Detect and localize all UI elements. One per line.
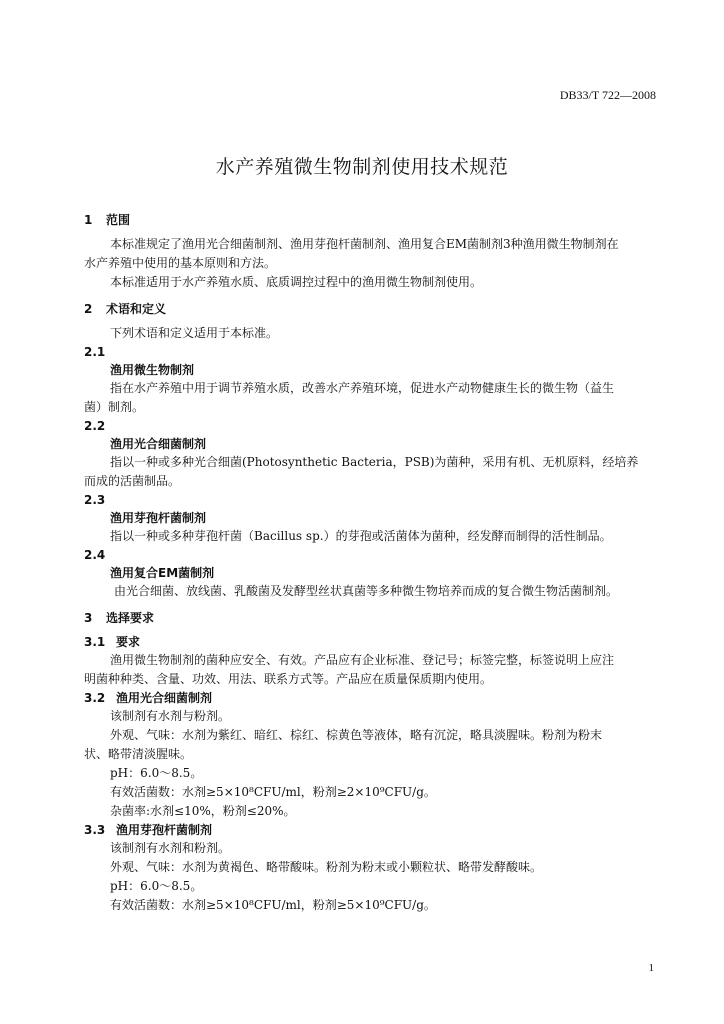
paragraph-line: 而成的活菌制品。	[84, 474, 181, 488]
paragraph-line: 外观、气味：水剂为紫红、暗红、棕红、棕黄色等液体，略有沉淀，略具淡腥味。粉剂为粉末	[110, 728, 603, 742]
paragraph-line: 水产养殖中使用的基本原则和方法。	[84, 256, 277, 270]
term-title: 渔用复合EM菌制剂	[110, 566, 215, 580]
subsection-number: 3.2	[84, 691, 106, 705]
section-number: 3	[84, 611, 93, 625]
document-body	[84, 211, 656, 915]
term-title: 渔用微生物制剂	[110, 363, 195, 377]
paragraph-line: 明菌种种类、含量、功效、用法、联系方式等。产品应在质量保质期内使用。	[84, 672, 493, 686]
subsection-title: 要求	[116, 635, 141, 649]
subsection-3-2-heading	[84, 689, 656, 707]
subsection-title: 渔用芽孢杆菌制剂	[116, 823, 213, 837]
paragraph-line: 有效活菌数：水剂≥5×10⁸CFU/ml，粉剂≥2×10⁹CFU/g。	[110, 785, 436, 799]
section-2-heading	[84, 300, 656, 318]
section-1-heading	[84, 211, 656, 229]
paragraph-line: 本标准规定了渔用光合细菌制剂、渔用芽孢杆菌制剂、渔用复合EM菌制剂3种渔用微生物制剂在	[110, 237, 619, 251]
paragraph-line: 外观、气味：水剂为黄褐色、略带酸味。粉剂为粉末或小颗粒状、略带发酵酸味。	[110, 860, 543, 874]
paragraph-line: 指以一种或多种光合细菌(Photosynthetic Bacteria，PSB)为菌种，采用有机、无机原料，经培养	[110, 455, 639, 469]
term-number: 2.2	[84, 419, 106, 433]
paragraph-line: pH：6.0～8.5。	[110, 766, 203, 780]
section-title: 选择要求	[106, 611, 155, 625]
paragraph-line: pH：6.0～8.5。	[110, 879, 203, 893]
term-number: 2.3	[84, 493, 106, 507]
term-number: 2.1	[84, 345, 106, 359]
section-title: 范围	[106, 213, 131, 227]
paragraph-line: 有效活菌数：水剂≥5×10⁸CFU/ml，粉剂≥5×10⁹CFU/g。	[110, 898, 436, 912]
paragraph-line: 该制剂有水剂和粉剂。	[110, 841, 231, 855]
standard-code: DB33/T 722—2008	[559, 88, 656, 102]
subsection-number: 3.3	[84, 823, 106, 837]
page-number: 1	[648, 962, 654, 974]
section-3-heading	[84, 609, 656, 627]
paragraph-line: 下列术语和定义适用于本标准。	[110, 326, 279, 340]
subsection-3-3-heading	[84, 821, 656, 839]
paragraph-line: 杂菌率:水剂≤10%，粉剂≤20%。	[110, 804, 296, 818]
subsection-number: 3.1	[84, 635, 106, 649]
term-title: 渔用光合细菌制剂	[110, 437, 207, 451]
paragraph-line: 本标准适用于水产养殖水质、底质调控过程中的渔用微生物制剂使用。	[110, 275, 483, 289]
document-title: 水产养殖微生物制剂使用技术规范	[215, 156, 509, 178]
subsection-3-1-heading	[84, 633, 656, 651]
paragraph-line: 该制剂有水剂与粉剂。	[110, 709, 231, 723]
term-title: 渔用芽孢杆菌制剂	[110, 511, 207, 525]
paragraph-line: 指以一种或多种芽孢杆菌（Bacillus sp.）的芽孢或活菌体为菌种，经发酵而制得的活性制品。	[110, 529, 612, 543]
section-number: 2	[84, 302, 93, 316]
paragraph-line: 由光合细菌、放线菌、乳酸菌及发酵型丝状真菌等多种微生物培养而成的复合微生物活菌制剂。	[114, 584, 619, 598]
paragraph-line: 指在水产养殖中用于调节养殖水质，改善水产养殖环境，促进水产动物健康生长的微生物（益生	[110, 381, 615, 395]
paragraph-line: 状、略带清淡腥味。	[84, 747, 193, 761]
term-number: 2.4	[84, 548, 106, 562]
section-number: 1	[84, 213, 93, 227]
paragraph-line: 渔用微生物制剂的菌种应安全、有效。产品应有企业标准、登记号；标签完整，标签说明上应注	[110, 653, 615, 667]
subsection-title: 渔用光合细菌制剂	[116, 691, 213, 705]
section-title: 术语和定义	[106, 302, 167, 316]
paragraph-line: 菌）制剂。	[84, 400, 145, 414]
